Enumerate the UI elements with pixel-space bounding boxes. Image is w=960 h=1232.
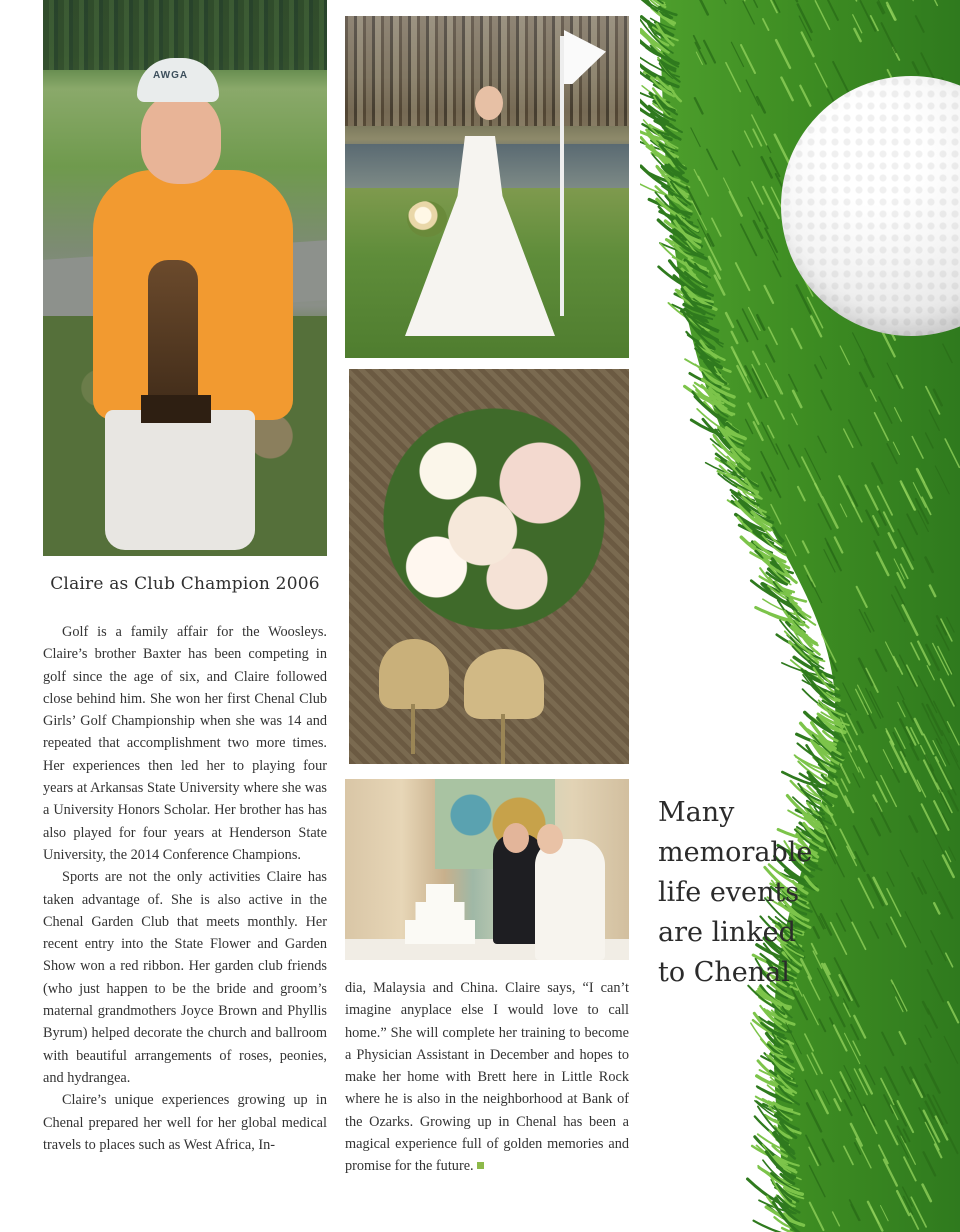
trophy-base [141, 395, 211, 423]
bride [535, 839, 605, 960]
bouquet-flowers [379, 399, 609, 639]
article-paragraph: Golf is a family affair for the Woosleys. Claire’s brother Baxter has been competing in golf since the age of six, and Claire followed close behind him. She won her first Chenal Club Girls’ Golf Championship when she was 14 and repeated that accomplishment two more times. Her experiences then led her to playing four years at Arkansas State University where she was a University Honors Scholar. Her brother has has also played for four years at Henderson State University, the 2014 Conference Champions. [43, 624, 327, 863]
wedding-cake [405, 884, 475, 944]
pull-quote-line: life events [658, 877, 800, 908]
photo-bouquet-shoes [349, 369, 629, 764]
shoe-left [379, 639, 449, 709]
pull-quote-line: to Chenal [658, 957, 790, 988]
pull-quote-line: memorable [658, 837, 813, 868]
shoe-heel [501, 714, 505, 764]
pull-quote-line: are linked [658, 917, 796, 948]
article-column-left [43, 621, 327, 1156]
shoe-heel [411, 704, 415, 754]
article-paragraph: Sports are not the only activities Claire has taken advantage of. She is also active in the Chenal Garden Club that meets monthly. Her recent entry into the State Flower and Garden Show won a red ribbon. Her garden club friends (who just happen to be the bride and groom’s maternal grandmothers Joyce Brown and Phyllis Byrum) helped decorate the church and ballroom with beautiful arrangements of roses, peonies, and hydrangea. [43, 869, 327, 1086]
article-paragraph-text: dia, Malaysia and China. Claire says, “I can’t imagine anyplace else I would love to call home.” She will complete her training to become a Physician Assistant in December and hopes to make her home with Brett here in Little Rock where he is also in the neighborhood at Bank of the Ozarks. Growing up in Chenal has been a magical experience full of golden memories and promise for the future. [345, 980, 629, 1175]
square-end-mark-icon [477, 1162, 484, 1169]
photo-champion [43, 0, 327, 556]
bride-bouquet [407, 201, 447, 237]
bride-head [537, 824, 563, 854]
photo-bride-flag [345, 16, 629, 358]
golf-ball-dimples [781, 76, 960, 336]
bride-head [475, 86, 503, 120]
cap-text: AWGA [153, 70, 189, 81]
article-column-right [345, 977, 629, 1178]
photo-cake-cutting [345, 779, 629, 960]
golfer-face [141, 92, 221, 184]
groom-head [503, 823, 529, 853]
pull-quote-line: Many [658, 797, 735, 828]
shoe-right [464, 649, 544, 719]
flag-pole [560, 36, 564, 316]
golfer-skirt [105, 410, 255, 550]
article-paragraph: Claire’s unique experiences growing up in Chenal prepared her well for her global medical travels to places such as West Africa, In- [43, 1092, 327, 1153]
pull-quote [658, 793, 828, 993]
article-paragraph [345, 977, 629, 1178]
golf-ball-icon [781, 76, 960, 336]
photo-caption: Claire as Club Champion 2006 [50, 574, 320, 594]
